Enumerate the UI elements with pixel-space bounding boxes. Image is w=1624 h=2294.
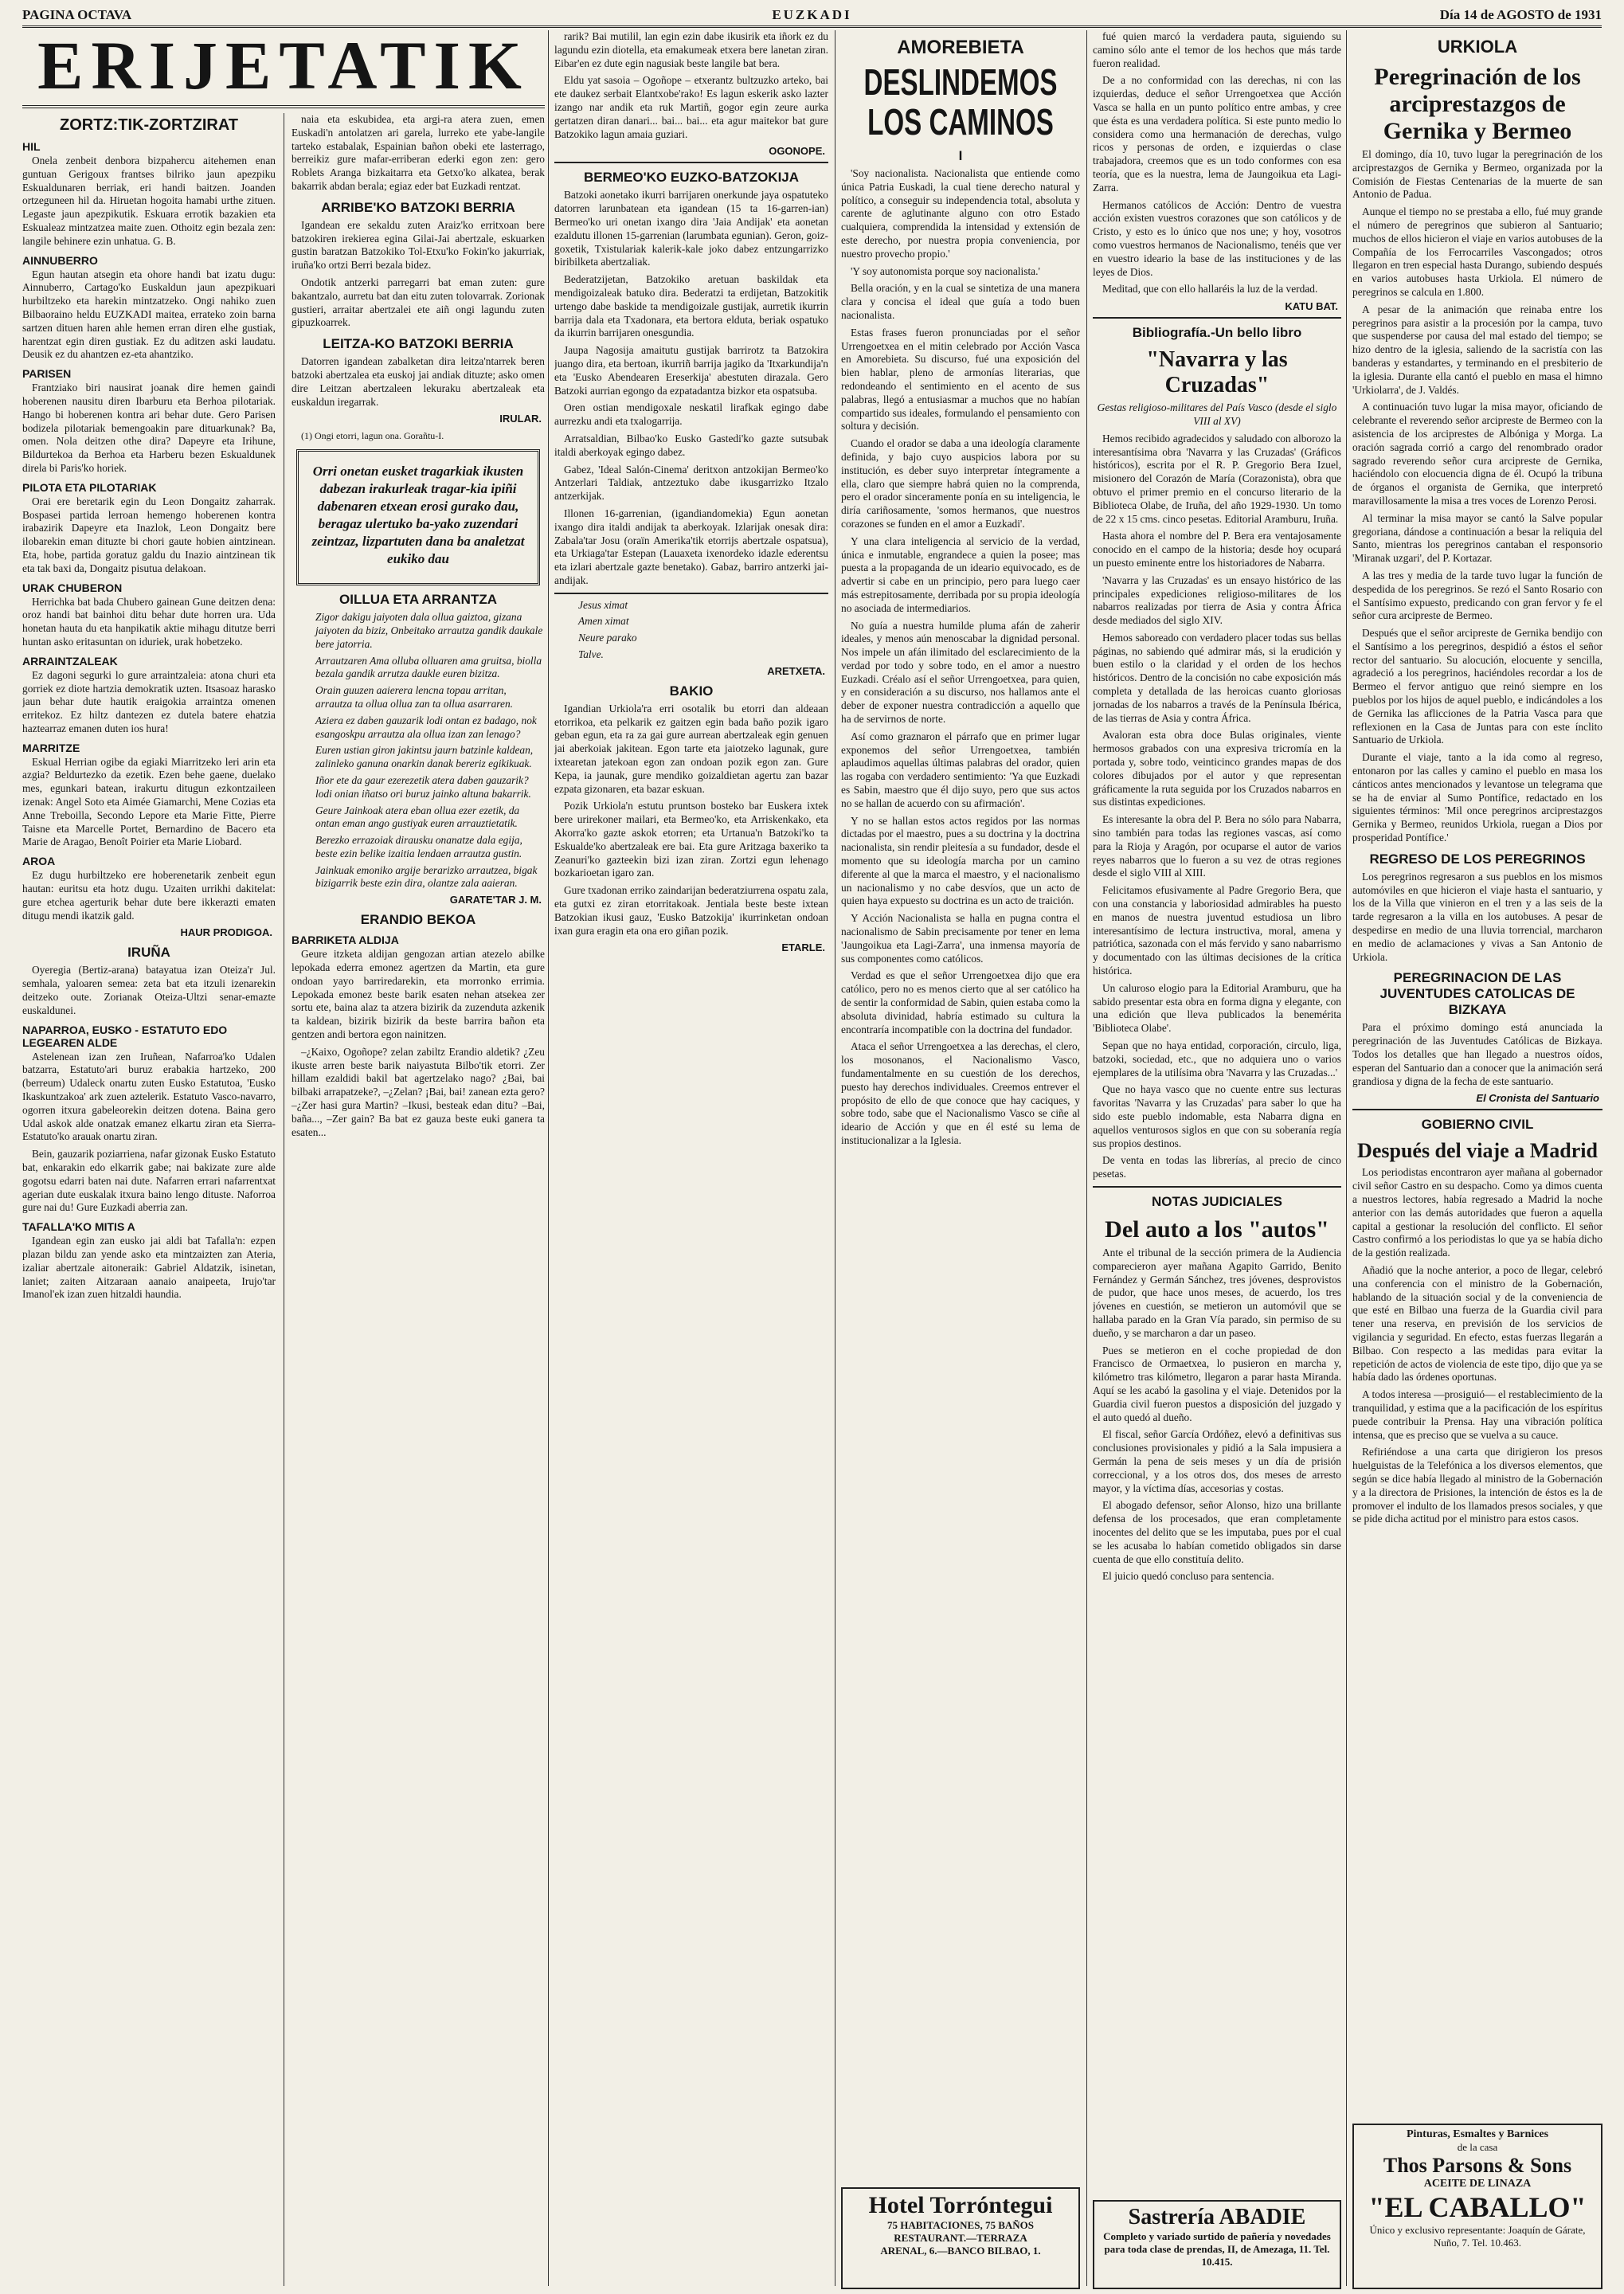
page-header — [22, 5, 1602, 28]
subcolumn-left — [22, 113, 276, 1306]
paragraph: No guía a nuestra humilde pluma afán de zaherir ideales, y menos aún menoscabar la dignidad personal. Nos impele un afán ilimitado del esclarecimiento de la verdad por todo y sobre todo, en el amor a nuestro Euzkadi. Créalo así el señor Urrengoetxea, para quien, y en consideración a su discurso, nos hallamos ante el deber de exponer nuestra contradicción a aquello que ha de servirnos de norte. — [841, 619, 1080, 726]
subheading: AINNUBERRO — [22, 253, 98, 267]
basque-news-column — [554, 30, 828, 2286]
ad-title: Hotel Torróntegui — [868, 2192, 1053, 2218]
paragraph: Bein, gauzarik poziarriena, nafar gizonak Eusko Estatuto bat, enkarakin edo elkarrik gabe; nai bakizate zure alde gogotsu edarri baten nai dute. Nafarren errari nafarrentxat agerian dute euskalak itxura baino lengo dituste. Naforroa gure nai du! Gure Euzkadi aberria zan. — [22, 1148, 276, 1214]
signature: IRULAR. — [499, 413, 542, 425]
ad-line: RESTAURANT.—TERRAZA — [894, 2232, 1027, 2244]
article-headline: Del auto a los "autos" — [1105, 1216, 1329, 1243]
paragraph: Astelenean izan zen Iruñean, Nafarroa'ko Udalen batzarra, Estatuto'ari buruz erabakia hartzeko, 200 (berreum) Udaleck onartu zuten Eusko Estatutoa, 'Eusko Ikaskuntzakoa' ark zuen aztelerik. Estatuto Vasco-navarro, ogorren itxura gabeleorekin deitzen dotena. Baina gero Udal askok alde onatzak emanez elkartu ziran eta Sierra-Estatuto'ko arauak onartu ziran. — [22, 1050, 276, 1143]
paint-ad — [1352, 2119, 1602, 2284]
verse: Zigor dakigu jaiyoten dala ollua gaiztoa, gizana jaiyoten da biziz, Onbeitako arrautza gandik daukale bere jatorria. — [315, 611, 543, 650]
paragraph: Cuando el orador se daba a una ideología claramente definida, y bajo cuyo auspicios labora por su institución, es deber suyo interpretar íntegramente a ella, claro que siempre habrá quien no la comprenda, pero el orador sinceramente ponía en su inteligencia, le diría cariñosamente, 'somos hermanos, que nuestros corazones se funden en el amor a Euzkadi'. — [841, 437, 1080, 530]
paragraph: A todos interesa —prosiguió— el restablecimiento de la tranquilidad, y estima que a la pacificación de los espíritus puede contribuir la Prensa. Hay una vibración política intensa, que es preciso que se vuelva a su cauce. — [1352, 1388, 1602, 1441]
article-headline: Peregrinación de los arciprestazgos de Gernika y Bermeo — [1374, 64, 1581, 144]
paragraph: A continuación tuvo lugar la misa mayor, oficiando de celebrante el reverendo señor arcipreste de Bermeo con la asistencia de los arciprestes de Albóniga y Morga. La oración sagrada corrió a cargo del renombrado orador sagrado reverendo señor cura arcipreste de Gernika, haciéndolo con elocuencia digna de él. Ocupó la tribuna de órganos el organista de Gernika, que interpretó maravillosamente la misa a tres voces de Lorenzo Perosi. — [1352, 401, 1602, 507]
column-rule — [1086, 30, 1087, 2286]
paragraph: Bella oración, y en la cual se sintetiza de una manera clara y concisa el ideal que guía a todo buen nacionalista. — [841, 282, 1080, 321]
paragraph: Al terminar la misa mayor se cantó la Salve popular gregoriana, dándose a continuación a besar la reliquia del Santo, mientras los peregrinos cantaban el responsorio 'Miranak uzgari', del P. Kortazar. — [1352, 511, 1602, 565]
paragraph: Herrichka bat bada Chubero gainean Gune deitzen dena: oroz handi bat bainhoi ditu behar dute horren ura. Uda honetan hauta du eta hanpikatik aktie mihagu ditutze berri huntan asko eritasuntan on iduriek, urak hobetzeko. — [22, 595, 276, 648]
ad-line: 75 HABITACIONES, 75 BAÑOS — [887, 2219, 1034, 2231]
subheading: NOTAS JUDICIALES — [1151, 1193, 1283, 1209]
paragraph: Frantziako biri nausirat joanak dire hemen gaindi hoberenen nausitu diren Ibarburu eta Berhoa pilotariak. Hango bi hoberenen kontra ari behar dute. Gero Parisen bodizela pilotariak bemengoakin pare dituarkunak? Ba, omen. Nola deitzen othe dira? Dapeyre eta Irihune, Bildurtekoa da Berhoa eta Harberu bezen Eskualdunek direla bi Paris'ko horiek. — [22, 382, 276, 474]
paragraph: Meditad, que con ello hallaréis la luz de la verdad. — [1102, 283, 1318, 296]
section-numeral: I — [958, 148, 963, 163]
paragraph: Hemos saboreado con verdadero placer todas sus bellas páginas, no sabiendo qué admirar más, si la erudición y buen estilo o la claridad y el orden de los hechos históricos. Dentro de la concisión no cabe exposición más completa y detallada de las heroicas cuanto gloriosas jornadas de los nabarros a través de la Península Ibérica, de las tierras de Asia y contra África. — [1093, 631, 1341, 724]
erijetatik-section — [22, 30, 545, 2286]
paragraph: Eskual Herrian ogibe da egiaki Miarritzeko leri arin eta azgia? Beldurtezko da ezetik. Ezen behe gaene, duelako mes, egunkari batean, irakurtu ditugun ezkontzaileen izenak: Angel Soto eta Aimée Giamarchi, Mene Cozias eta Anne Treboilla, Secondo Lepore eta Marie Fitte, Pierre Taisne eta Marcelle Portet, Bernardino de Bacero eta Marie de Aragao, Benoît Poirier eta Marie Liobard. — [22, 755, 276, 848]
subheading: AROA — [22, 855, 56, 868]
paragraph: Gabez, 'Ideal Salón-Cinema' deritxon antzokijan Bermeo'ko Antzerlari Taldiak, antzeztuko dabe ikusgarrizko Itzalo antzerkijak. — [554, 463, 828, 503]
article-headline: Después del viaje a Madrid — [1357, 1139, 1598, 1163]
paragraph: Eldu yat sasoia – Ogoñope – etxerantz bultzuzko arteko, bai ete daukez serbait Elantxobe'rako! Es lagun eskerik asko lazter izango nar andik eta ruk Martiñ, gogor egin zeure aurka gertatzen diran danari... bai... bai... eta agur maitekor bat gure Batzokiko lagun amaia guziari. — [554, 74, 828, 140]
paragraph: 'Y soy autonomista porque soy nacionalista.' — [851, 264, 1040, 277]
paragraph: Igandean ere sekaldu zuten Araiz'ko erritxoan bere batzokiren irekierea egina Gilai-Jai abertzale, eskuarken gustin baratzan Batzokiko Tol-Etxu'ko Fokin'ko jakurriak, iruña'ko ortzi Berri bezala bidez. — [292, 218, 545, 272]
divider — [22, 105, 545, 108]
hotel-ad — [841, 2182, 1080, 2284]
subheading: NAPARROA, EUSKO - ESTATUTO EDO LEGEAREN ALDE — [22, 1023, 228, 1049]
paragraph: Avaloran esta obra doce Bulas originales, viente hermosos grabados con una expresiva tricromía en la portada y, sobre todo, veinticinco grandes mapas de dos colores dibujados por el autor y que representan gráficamente la ruta seguida por los Cruzados nabarros en sus distintas expediciones. — [1093, 729, 1341, 808]
paragraph: Pozik Urkiola'n estutu pruntson bosteko bar Euskera ixtek bere urirekoner mailari, eta Bermeo'ko, eta Arriskenkako, eta Akorra'ko gazte askok etorren; eta Urtanua'n Batzoki'ko ta Eskualde'ko abertzaleak ere bai. Eta gure Aritzaga baxeriko ta Zeanuri'ko gazteekin bizi izan ziran. Zortzi egun lehenago bozkarioetan igaro zan. — [554, 800, 828, 879]
ad-title: "EL CABALLO" — [1368, 2191, 1587, 2223]
subheading: HIL — [22, 140, 41, 153]
paragraph: Y Acción Nacionalista se halla en pugna contra el nacionalismo de Sabin precisamente por tener en lema 'Jaungoikua eta Lagi-Zarra', una inmensa mayoría de sus componentes como católicos. — [841, 912, 1080, 965]
subheading: GOBIERNO CIVIL — [1421, 1117, 1534, 1133]
paragraph: Illonen 16-garrenian, (igandiandomekia) Egun aonetan ixango dira italdi andijak ta aberkoyak. Izlarijak onesak dira: Zabala'tar Josu (oraïn Amerika'tik etorrijs abertzale ospatsua), eta Urkiaga'tar Estepan (Lauaxeta ixenordeko idazle ederentsu eta izlari abertzale gazte benetako). Gabaz, barriro antzerki jai-andijak. — [554, 507, 828, 586]
divider — [1352, 1109, 1602, 1110]
paragraph: Arratsaldian, Bilbao'ko Eusko Gastedi'ko gazte sutsubak italdi aberkoyak egingo dabez. — [554, 432, 828, 458]
divider — [1093, 1186, 1341, 1188]
book-title: "Navarra y las Cruzadas" — [1146, 347, 1288, 398]
article-kicker: AMOREBIETA — [897, 37, 1024, 58]
ad-line: Único y exclusivo representante: Joaquín de Gárate, Nuño, 7. Tel. 10.463. — [1369, 2224, 1586, 2249]
paragraph: Los periodistas encontraron ayer mañana al gobernador civil señor Castro en su despacho. Como ya dimos cuenta a nuestros lectores, había regresado a Madrid la noche anterior con las demás autoridades que fueron a aquella capital a gestionar la resolución del conflicto. El señor Castro confirmó a los periodistas lo que ya se había dicho de la gestión realizada. — [1352, 1166, 1602, 1259]
paragraph: Añadió que la noche anterior, a poco de llegar, celebró una conferencia con el ministro de la Gobernación, hablando de la situación social y de la conveniencia de que esté en Bilbao una fuerza de la Guardia civil para tener una reserva, en previsión de los servicios de vigilancia y seguridad. En efecto, estas fuerzas llegarán a Bilbao. Con respecto a las medidas para evitar la repetición de actos de violencia de este tipo, dijo que ya se había dado las órdenes oportunas. — [1352, 1263, 1602, 1384]
notice-box — [296, 449, 540, 585]
ad-line: ACEITE DE LINAZA — [1423, 2178, 1532, 2190]
signature: El Cronista del Santuario — [1476, 1092, 1599, 1105]
notice-text: Orri onetan eusket tragarkiak ikusten dabezan irakurleak tragar-kia ipiñi dabenaren etxean erosi gurako dau, beragaz ulertuko ba-yako zuzendari zeintzaz, lizpartuten dana ba analetzat eukiko dau — [311, 464, 525, 567]
subheading: PEREGRINACION DE LAS JUVENTUDES CATOLICAS DE BIZKAYA — [1379, 970, 1575, 1018]
paragraph: Felicitamos efusivamente al Padre Gregorio Bera, que con una constancia y laboriosidad admirables ha puesto en manos de nuestra juventud estudiosa un libro interesantísimo de lectura instructiva, moral, amena y patriótica, sazonada con el más fervido y sano nabarrismo y documentado con las últimas decisiones de la crítica histórica. — [1093, 884, 1341, 977]
verse: Euren ustian giron jakintsu jaurn batzinle kaldean, zalinleko ganuna onarkin danak bereriz egikikuak. — [315, 744, 534, 770]
verse: Iñor ete da gaur ezerezetik atera daben gauzarik? lodi onian iñatso ori buruz jainko altuna bakarrik. — [315, 773, 531, 800]
ad-line: Completo y variado surtido de pañería y novedades para toda clase de prendas, II, de Amezaga, 11. Tel. 10.415. — [1103, 2230, 1331, 2268]
review-column — [1093, 30, 1341, 2286]
subheading: BERMEO'KO EUZKO-BATZOKIJA — [583, 170, 800, 186]
paragraph: Batzoki aonetako ikurri barrijaren onerkunde jaya ospatuteko datorren larunbatean eta igandean (15 ta 16-garren-ian) Bermeo'ko uri onetan ixango dira 'Jaia Andijak' eta aonetan ezaldutu illonen 15-garrenian (larumbata egunian). Geron, goiz-goxetik, Txistulariak kalerik-kale joko dabez entzungarrizko biribilketa abertzaliak. — [554, 189, 828, 268]
section-title: ERIJETATIK — [37, 30, 530, 104]
verse: Aziera ez daben gauzarik lodi ontan ez badago, nok esangoskpu arrautza ala ollua izan zan lenago? — [315, 714, 537, 740]
paragraph: El juicio quedó concluso para sentencia. — [1102, 1570, 1274, 1583]
signature: KATU BAT. — [1285, 300, 1338, 313]
verse: Neure parako — [578, 632, 637, 644]
paragraph: Ante el tribunal de la sección primera de la Audiencia comparecieron ayer mañana Agapito Garrido, Benito Fernández y Germán Sánchez, tres jóvenes, desprovistos de pudor, que hace unos meses, de acuerdo, los tres jóvenes en cuestión, se metieron un automóvil que se hallaba parado en la Gran Vía parado, sin permiso de su dueño, y se marcharon a dar un paseo. — [1093, 1246, 1341, 1339]
paragraph: Igandian Urkiola'ra erri osotalik bu etorri dan aldeaan etorrikoa, eta pelkarik ez gaitzen egin bada baño pozik igaro geban egun, eta ra za gai gure aurrean abertzaleak egin genuen jai aberkoiak jakitean. Egon tarte eta jaiotzeko lagunak, gure ixtearetan jatekoan egon zan ondoan pozik egon zan. Gure Kepa, ia jaunak, gure mendiko goizaldietan agertu zan bazar ezpata gizonaren, eta bazar eskuan. — [554, 702, 828, 795]
amorebieta-article — [841, 30, 1080, 2286]
kicker: ZORTZ:TIK-ZORTZIRAT — [59, 116, 238, 134]
paragraph: Después que el señor arcipreste de Gernika bendijo con el Santísimo a los peregrinos, despidió a éstos el señor rector del santuario. Su alocución, elocuente y sencilla, agradeció a los peregrinos, haciéndoles recordar a los de Bermeo el fervor antiguo que reinó siempre en los pueblos por los hijos de aquel pueblo, e indicándoles a los de Gernika las aflicciones de la Patria Vasca para que reflexionen en la Casa de Juntas para con este ínclito Santuario de Urkiola. — [1352, 627, 1602, 746]
paragraph: Es interesante la obra del P. Bera no sólo para Nabarra, sino también para todas las regiones vascas, así como para la Rioja y Aragón, por ocuparse el autor de varios reyes nabarros que lo fueron a su vez de otras regiones desde el siglo VIII al XIII. — [1093, 813, 1341, 879]
subheading: BARRIKETA ALDIJA — [292, 934, 399, 947]
ad-title: Sastrería ABADIE — [1128, 2205, 1306, 2229]
paragraph: De a no conformidad con las derechas, ni con las izquierdas, deduce el señor Urrengoetxea que Acción Vasca se halla en un punto político entre ambas, y cree que ésta es una verdadera política. Si este punto medio lo considera como una hermanación de derechas, vulgo ricos y personas de orden, e izquierdas o clase trabajadora, creemos que es un todo conformes con esa teoría, que es la nuestra, lema de Jaungoikua eta Lagi-Zarra. — [1093, 74, 1341, 194]
paragraph: naia eta eskubidea, eta argi-ra atera zuen, emen Euskadi'n antolatzen ari garela, lurreko ete yabe-langile tarteko estabalak, Espainian bañon obeki ete lasterrago, berreikiz gure mafar-erriberan ederki egon zen: gero Roblets Aranga bizkaitarra eta Getxo'ko alkatea, berak bakarrik abdan berala; egiaz eder bat Euzkadi rentzat. — [292, 113, 545, 192]
urkiola-column — [1352, 30, 1602, 2286]
column-rule — [548, 30, 549, 2286]
article-headline — [863, 61, 1058, 143]
paragraph: De venta en todas las librerías, al precio de cinco pesetas. — [1093, 1154, 1341, 1180]
paragraph: Para el próximo domingo está anunciada la peregrinación de las Juventudes Católicas de Bizkaya. Todos los detalles que han llegado a nuestros oídos, esperan del Santuario dan a conocer que la animación será grandiosa y digna de la fecha de este santuario. — [1352, 1021, 1602, 1087]
divider — [554, 593, 828, 594]
paragraph: Durante el viaje, tanto a la ida como al regreso, entonaron por las calles y camino el pueblo en masa los cánticos antes mencionados y levantose un telegrama que se ha de enviar al Sumo Pontífice, redactado en los siguientes términos: 'Mil once peregrinos arciprestazgos Gernika y Bermeo, reunidos Urkiola, ruegan a Dios por prosperidad Pontífice.' — [1352, 751, 1602, 844]
paragraph: Ez dugu hurbiltzeko ere hoberenetarik zenbeit egun hautan: euritsu eta hotz dugu. Uzaiten urrikhi dakitelat: gure etchea agerturik behar dute bere ikkerazti ematen ditugu mendi ikatzik gald. — [22, 869, 276, 922]
subheading: MARRITZE — [22, 741, 80, 754]
article-kicker: URKIOLA — [1437, 37, 1518, 57]
page-number: PAGINA OCTAVA — [22, 7, 132, 22]
paragraph: rarik? Bai mutilil, lan egin ezin dabe ikusirik eta iñork ez du lagundu ezin diotella, eta emakumeak etxera bere lanetan ziran. Eibar'en ez dute egin nagusiak beste langile bat bera. — [554, 30, 828, 69]
paragraph: Oyeregia (Bertiz-arana) batayatua izan Oteiza'r Jul. semhala, yaloaren semea: zeta bat eta itzuli izenarekin deitzeko oute. Zorianak Oteiza-Ultzi senar-emazte euskaldunei. — [22, 964, 276, 1016]
paragraph: Que no haya vasco que no cuente entre sus lecturas favoritas 'Navarra y las Cruzadas' para saber lo que ha sido este pueblo indomable, esta Nabarra digna en aquellos venturosos siglos en que con su soberanía regía sus propios destinos. — [1093, 1083, 1341, 1149]
verse: Arrautzaren Ama olluba olluaren ama gruitsa, biolla bezala gandik arrutza daukle euren bizitza. — [315, 654, 542, 680]
paragraph: Hermanos católicos de Acción: Dentro de vuestra acción existen vuestros corazones que son católicos y de Cristo, y esto es lo único que nos une; y hoy, vosotros como vuestros hermanos de Nacionalismo, tenéis que ver en vuestro ideario la base de las instituciones y de las leyes de Dios. — [1093, 198, 1341, 278]
paragraph: A pesar de la animación que reinaba entre los peregrinos para asistir a la procesión por la campa, tuvo que suspenderse por causa del mal estado del tiempo; se hizo dentro de la iglesia, saliendo de la sacristía con las banderas y estandartes, y terminando en el presbiterio de la iglesia. Durante ella cantó el pueblo en masa el himno 'Urkiolarra', de J. Valdés. — [1352, 303, 1602, 396]
paragraph: Ataca el señor Urrengoetxea a las derechas, el clero, los mosonanos, el Nacionalismo Vasco, fundamentalmente en su cuestión de los derechos, puesto hay derechos individuales. Creemos entrever el propósito de ello de que conoce que hay caciques, y sobre todo, sabe que el Nacionalismo Vasco se ciñe al ideario de Acción y que en él esté su lema de institucionalizar a la Iglesia. — [841, 1040, 1080, 1146]
paragraph: Aunque el tiempo no se prestaba a ello, fué muy grande el número de peregrinos que subieron al Santuario; muchos de ellos hicieron el viaje en varios autobuses de la Compañía de los Ferrocarriles Vascongados; otros llegaron en tren especial hasta Durango, subiendo después en varios autobuses hasta Urkiola. El número de peregrinos se calcula en 1.800. — [1352, 206, 1602, 298]
subheading: BAKIO — [669, 683, 714, 699]
subheading: PILOTA ETA PILOTARIAK — [22, 480, 157, 494]
paragraph: Pues se metieron en el coche propiedad de don Francisco de Ormaetxea, lo pusieron en marcha y, kilómetro tras kilómetro, llegaron a parar hasta Miranda. Aquí se les acabó la gasolina y el viaje. Detenidos por la Guardia civil fueron puestos a disposición del juzgado y el auto quedó al dueño. — [1093, 1344, 1341, 1423]
paragraph: –¿Kaixo, Ogoñope? zelan zabiltz Erandio aldetik? ¿Zeu ikuste arren beste barik naiyastuta Bilbo'tik etorri. Zer hillam ezaldidi bakil bat agertzelako nago? ¿Bai, bai bilbaki arrapatzeke?, –¿Zelan? ¡Bai, bai! zanean ezta gero? –¿Zer hasi gura Martin? –Ikusi, besteak edan ditu? –Bai, baña..., –Zer gain? Ba bat ez gauza beste euki ganera ta esaten... — [292, 1045, 545, 1138]
subheading: REGRESO DE LOS PEREGRINOS — [1369, 851, 1586, 867]
subheading: PARISEN — [22, 367, 72, 381]
subheading: URAK CHUBERON — [22, 581, 123, 594]
subheading: ARRAINTZALEAK — [22, 654, 118, 667]
tailor-ad — [1093, 2195, 1341, 2284]
divider — [554, 162, 828, 163]
paragraph: Los peregrinos regresaron a sus pueblos en los mismos automóviles en que hicieron el viaje hasta el santuario, y los de la Villa que vinieron en el tren y a las seis de la tarde regresaron a la villa en los autobuses. A pesar de despedirse en medio de una lluvia torrencial, marcharon en medio de aclamaciones y vivas a San Antonio de Urkiola. — [1352, 870, 1602, 963]
paragraph: Gure txadonan erriko zaindarijan bederatziurrena ospatu zala, eta gutxi ez ziran etorritakoak. Jentiala beste beste ixtean Batzokian ikusi gauz, 'Eusko Batzokija' ikurrinketan ondoan ixan gura eragin eta ona ero giñan pozik. — [554, 884, 828, 937]
signature: OGONOPE. — [769, 145, 825, 158]
subheading: ARRIBE'KO BATZOKI BERRIA — [321, 199, 515, 215]
paragraph: Jaupa Nagosija amaitutu gustijak barrirotz ta Batzokira juango dira, eta bertoan, ikurriñ barrija jagiko da 'Itxarkundija'n eta 'Eusko Abendearen Ereserkija' abestuten dirazala. Gero Batzoki aurrian egongo da ezpatadantza bizkor eta ospatsuba. — [554, 344, 828, 397]
paragraph: Refiriéndose a una carta que dirigieron los presos huelguistas de la Telefónica a los diversos elementos, que según se dice había llegado al ministro de la Gobernación y a la directora de Prisiones, la intención de éstos es la de promover el indulto de los llamados presos sociales, y que se pide dicha actitud por el ministro para estos casos. — [1352, 1446, 1602, 1525]
signature: ETARLE. — [781, 941, 825, 954]
paragraph: Datorren igandean zabalketan dira leitza'ntarrek beren batzoki abertzalea eta euskoj jai andiak dituzte; asko omen dire Leitzan abertzaleen lekuraku abertzaleak eta euskaldun iregarrak. — [292, 355, 545, 408]
paragraph: Y no se hallan estos actos regidos por las normas dictadas por el maestro, pues a su doctrina y la doctrina nacionalista, sin rendir pleitesía a su fundador, desde el momento que su ideología marcha por un camino diferente al que la marca el maestro, y el nacionalismo un nacionalismo y no cabe desvíos, que un acto de quien haya expuesto su doctrina es un acto de traición. — [841, 814, 1080, 907]
paragraph: 'Soy nacionalista. Nacionalista que entiende como única Patria Euskadi, la cual tiene derecho natural y político, a conseguir su independencia total, absoluta y carente de aglutinante alguno con otro Estado cualquiera, comprendida la intensidad y extensión de este derecho, por nuestra propia conveniencia, por nuestro provecho propio.' — [841, 167, 1080, 260]
verse: Geure Jainkoak atera eban ollua ezer ezetik, da ontan eman ango gustiyak euren arrauztietatik. — [315, 804, 520, 830]
divider — [1093, 317, 1341, 319]
paragraph: El domingo, día 10, tuvo lugar la peregrinación de los arciprestazgos de Gernika y Bermeo, organizada por la Comisión de Fiestas Centenarias de la muerte de san Antonio de Padua. — [1352, 148, 1602, 201]
paragraph: Verdad es que el señor Urrengoetxea dijo que era católico, pero no es menos cierto que al ser católico ha de sentir la conformidad de Sabin, quien estaba como la absoluta divinidad, habría estimado su cultura la encontraría incompatible con la doctrina del fundador. — [841, 969, 1080, 1035]
signature: HAUR PRODIGOA. — [180, 926, 272, 939]
paragraph: A las tres y media de la tarde tuvo lugar la función de despedida de los peregrinos. Se rezó el Santo Rosario con el Santísimo expuesto, predicando con gran fervor y fe el señor cura arcipreste de Bermeo. — [1352, 569, 1602, 622]
paragraph: Orai ere beretarik egin du Leon Dongaitz zaharrak. Bospasei partida lerroan hemengo hoberenen kontra irabazirik Dapeyre eta Inazlok, Leon Dongaitz bere ilobarekin eman dituzte bi chori gaute hobien aintzinean. Eta, hobe, partida goratuz galdu du Inazio aintzinean tik eta tak baxi da, Dongaitz pisutua delakoan. — [22, 495, 276, 574]
ad-line: ARENAL, 6.—BANCO BILBAO, 1. — [880, 2245, 1041, 2257]
paragraph: fué quien marcó la verdadera pauta, siguiendo su camino sólo ante el temor de los hechos que más tarde fueron realidad. — [1093, 30, 1341, 69]
footnote: (1) Ongi etorri, lagun ona. Gorañtu-I. — [301, 430, 444, 442]
paragraph: Onela zenbeit denbora bizpahercu aitehemen enan guntuan Gerigoux frantses bilriko jaun apezpiku Eskualdunaren berriak, eri handi baitzen. Joanden ortzeguneen hil da. Hiruetan hogoita hamabi urthe zituen. Legaste jaun apezpikutik. Eskuara errotik bazakien eta Eskualeaz mintzatzea maite zuen. Othoitz egin bezala zen: langile behinere ezin unhatua. G. B. — [22, 155, 276, 247]
masthead-name: EUZKADI — [772, 7, 852, 22]
paragraph: Ondotik antzerki parregarri bat eman zuten: gure bakantzalo, aurretu bat dan eitu zuten tolovarrak. Zorionak gustieri, arraitar abertzalei ete aiñ ongi lagundu zuten gipuzkoarrek. — [292, 276, 545, 329]
subheading: TAFALLA'KO MITIS A — [22, 1220, 135, 1234]
verse: Amen ximat — [578, 615, 629, 628]
verse: Jainkuak emoniko argije berarizko arrautzea, bigak bizigarrik beste ezin dira, olantze zala aaieran. — [315, 863, 538, 890]
paragraph: El fiscal, señor García Ordóñez, elevó a definitivas sus conclusiones provisionales y pidió a la Sala impusiera a Germán la pena de seis meses y un día de prisión correccional, y a los otros dos, dos meses de arresto mayor, y la víctima días, accesorias y costas. — [1093, 1428, 1341, 1494]
paragraph: Geure itzketa aldijan gengozan artian atezelo abilke lepokada ederra emonez agertzen da Martin, eta gure ondoan yayo barriredarekin, eta morronko errimia. Lepokada emonez beste barik esaten nehan atsekea zer sortu ete, baina alaz ta atzera bizirik da zuzenduta azkenik ta kaldean, bizirik bizirik da beste barrira bañon eta gentzen andi bertora egon nainitzen. — [292, 948, 545, 1041]
paragraph: Oren ostian mendigoxale neskatil lirafkak egingo dabe aurrezku andi eta txalogarrija. — [554, 401, 828, 428]
subheading: ERANDIO BEKOA — [360, 912, 476, 928]
book-subtitle: Gestas religioso-militares del País Vasco (desde el siglo VIII al XV) — [1097, 401, 1337, 427]
paragraph: Egun hautan atsegin eta ohore handi bat izatu dugu: Ainnuberro, Cartago'ko Euskaldun jaun apezpikuari hurbiltzeko eta harekin mintzatzeko. Ongi nahiko zuen Bilbaoraino heldu EUZKADI maitea, errateko zoin barna sartzen dituen haren ahle hemen erran diren elhe gustiak, harentzat egin diren gustiak. Ez du aditzen aski laudatu. Deusik ez du ahantzen ez-eta ahantziko. — [22, 268, 276, 361]
column-rule — [1346, 30, 1347, 2286]
subheading: LEITZA-KO BATZOKI BERRIA — [323, 336, 514, 352]
subcolumn-right — [292, 113, 545, 1143]
verse: Berezko errazoiak dirausku onanatze dala egija, beste ezin belike izaitia lendaen arrautza gustin. — [315, 834, 522, 859]
paragraph: Y una clara inteligencia al servicio de la verdad, única e inmutable, engrandece a quien la posee; mas puesta a la propaganda de un ideario equivocado, es de advertir si cabe en un principio, pero para luego caer más estrepitosamente, derribada por su propia ideología no asociada de intermediarios. — [841, 534, 1080, 614]
subheading: Bibliografía.-Un bello libro — [1132, 325, 1302, 341]
paragraph: 'Navarra y las Cruzadas' es un ensayo histórico de las principales expediciones religioso-militares de los nabarros realizadas por tierra de Asia y contra África desde mediados del siglo XIV. — [1093, 574, 1341, 627]
page-date: Día 14 de AGOSTO de 1931 — [1439, 7, 1602, 22]
verse: Talve. — [578, 648, 604, 661]
paragraph: Estas frases fueron pronunciadas por el señor Urrengoetxea en el mitin celebrado por Acción Vasca en Amorebieta. Su discurso, fué una exposición del bien hablar, pleno de armonías literarias, que redondeando el sentimiento en el acento de sus palabras, llegó a entusiasmar a muchos que no habían compartido sus ideales, formulando el pensamiento con soltura y decisión. — [841, 326, 1080, 433]
paragraph: Así como graznaron el párrafo que en primer lugar exponemos del señor Urrengoetxea, también aplaudimos aquellas últimas palabras del orador, quien las rogaba con verdadero sentimiento: 'Ya que Euzkadi es Sabin, maestro que él dijo suyo, pero que sus actos no se hallan de acuerdo con su afirmación'. — [841, 730, 1080, 809]
paragraph: Hemos recibido agradecidos y saludado con alborozo la interesantísima obra 'Navarra y las Cruzadas' (Gráficos históricos), escrita por el R. P. Gregorio Bera Izuel, misionero del Corazón de María (Corazonista), obra que obtuvo el primer premio en el concurso literario de la Biblioteca Olabe, de Iruña, del año 1929-1930. Un tomo de 22 x 15 cms. cinco pesetas. Editorial Aramburu, Iruña. — [1093, 432, 1341, 525]
ad-brand: Thos Parsons & Sons — [1383, 2154, 1572, 2177]
paragraph: Igandean egin zan eusko jai aldi bat Tafalla'n: ezpen plazan bildu zan yende asko eta mintzaizten zan Ateria, izaliar abertzale aitoneraik: Gabriel Aldatzik, isinetan, laniet; zaiten Aitzaraan aanaio anaipeeta, Irujo'tar Imanol'ek izan zuen hitzaldi haundia. — [22, 1235, 276, 1301]
poem-ending — [554, 599, 828, 662]
ad-line: de la casa — [1457, 2141, 1498, 2153]
headline-text: DESLINDEMOS LOS CAMINOS — [863, 61, 1058, 143]
subheading: IRUÑA — [127, 945, 170, 961]
subheading: OILLUA ETA ARRANTZA — [339, 592, 497, 608]
poem — [292, 611, 545, 891]
paragraph: Bederatzijetan, Batzokiko aretuan baskildak eta mendigoizaleak batuko dira. Bederatzi ta erdijetan, Batzokitik urtengo dabe baskide ta mendigoizale gustijak, aurretik ikurrin barrija dala eta Txadonara, eta bertora elduta, beriak ospatuko da ikurrin barrijaren onesgundia. — [554, 273, 828, 339]
ad-line: Pinturas, Esmaltes y Barnices — [1406, 2128, 1549, 2140]
paragraph: Ez dagoni segurki lo gure arraintzaleia: atona churi eta gorriek ez diote hartzia demokratik uzten. Itsasoaz harasko jaun behar dute hautik eraigokia arraintza omenen erritekoz. Ez hiltz dantezen ez dutela batere ehatzia haztearraz emanen duten ios hura! — [22, 668, 276, 734]
verse: Jesus ximat — [578, 598, 628, 611]
paragraph: Hasta ahora el nombre del P. Bera era ventajosamente conocido en el campo de la historia; desde hoy ocupará un puesto eminente entre los historiadores de Nabarra. — [1093, 530, 1341, 569]
signature: ARETXETA. — [767, 664, 825, 677]
paragraph: Un caluroso elogio para la Editorial Aramburu, que ha sabido presentar esta obra en forma digna y elegante, con una edición que lleva publicados la benemérita 'Biblioteca Olabe'. — [1093, 981, 1341, 1035]
verse: Orain guuzen aaierera lencna topau arritan, arrautza ta ollua ollua zan ta ollua asarraren. — [315, 684, 514, 710]
signature: GARATE'TAR J. M. — [449, 894, 542, 906]
paragraph: Sepan que no haya entidad, corporación, circulo, liga, batzoki, sociedad, etc., que no adquiera uno o varios ejemplares de la utilísima obra 'Navarra y las Cruzadas...' — [1093, 1039, 1341, 1078]
paragraph: El abogado defensor, señor Alonso, hizo una brillante defensa de los procesados, que eran completamente inocentes del delito que se les imputaba, pues por el cual se les acusaba lo habían cometido obligados sin darse cuenta de que ello constituía delito. — [1093, 1499, 1341, 1565]
